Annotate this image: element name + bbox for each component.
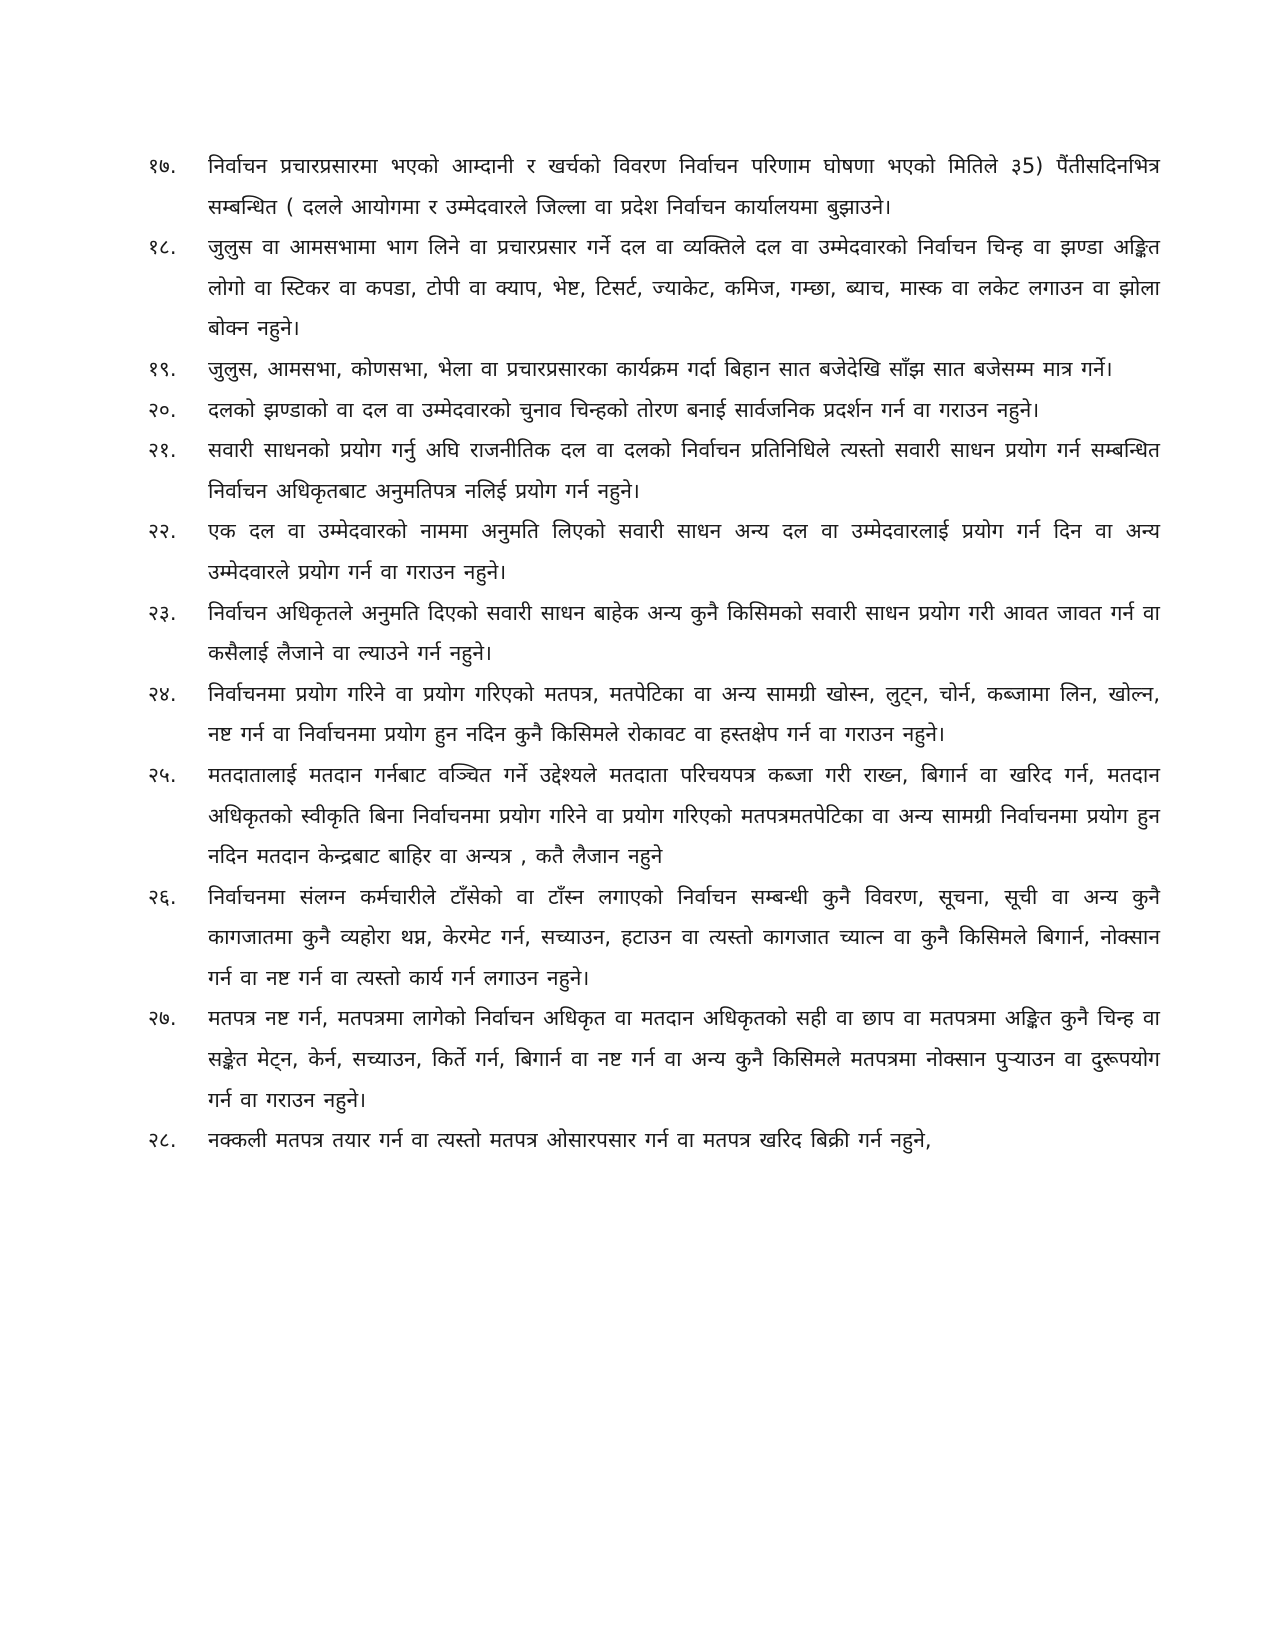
list-item xyxy=(148,877,1160,999)
code-of-conduct-list xyxy=(148,146,1160,1161)
list-item xyxy=(148,755,1160,877)
item-number: १८. xyxy=(148,235,177,260)
item-number: २३. xyxy=(148,600,177,625)
item-number: २१. xyxy=(148,438,177,463)
item-text: मतदातालाई मतदान गर्नबाट वञ्चित गर्ने उद्देश्यले मतदाता परिचयपत्र कब्जा गरी राख्न, बिगार्न वा खरिद गर्न, मतदान अधिकृतको स्वीकृति बिना निर्वाचनमा प्रयोग गरिने वा प्रयोग गरिएको मतपत्रमतपेटिका वा अन्य सामग्री निर्वाचनमा प्रयोग हुन नदिन मतदान केन्द्रबाट बाहिर वा अन्यत्र , कतै लैजान नहुने xyxy=(208,762,1160,869)
list-item xyxy=(148,1120,1160,1161)
item-text: निर्वाचनमा प्रयोग गरिने वा प्रयोग गरिएको मतपत्र, मतपेटिका वा अन्य सामग्री खोस्न, लुट्न, चोर्न, कब्जामा लिन, खोल्न, नष्ट गर्न वा निर्वाचनमा प्रयोग हुन नदिन कुनै किसिमले रोकावट वा हस्तक्षेप गर्न वा गराउन नहुने। xyxy=(208,681,1160,747)
item-text: एक दल वा उम्मेदवारको नाममा अनुमति लिएको सवारी साधन अन्य दल वा उम्मेदवारलाई प्रयोग गर्न दिन वा अन्य उम्मेदवारले प्रयोग गर्न वा गराउन नहुने। xyxy=(208,519,1160,584)
list-item xyxy=(148,146,1160,227)
item-text: नक्कली मतपत्र तयार गर्न वा त्यस्तो मतपत्र ओसारपसार गर्न वा मतपत्र खरिद बिक्री गर्न नहुने, xyxy=(208,1128,932,1153)
item-number: १९. xyxy=(148,356,177,381)
list-item xyxy=(148,674,1160,755)
item-text: जुलुस वा आमसभामा भाग लिने वा प्रचारप्रसार गर्ने दल वा व्यक्तिले दल वा उम्मेदवारको निर्वाचन चिन्ह वा झण्डा अङ्कित लोगो वा स्टिकर वा कपडा, टोपी वा क्याप, भेष्ट, टिसर्ट, ज्याकेट, कमिज, गम्छा, ब्याच, मास्क वा लकेट लगाउन वा झोला बोक्न नहुने। xyxy=(208,235,1160,341)
list-item xyxy=(148,430,1160,511)
item-number: २५. xyxy=(148,762,177,787)
item-number: २८. xyxy=(148,1128,177,1153)
item-number: २४. xyxy=(148,681,177,706)
item-text: दलको झण्डाको वा दल वा उम्मेदवारको चुनाव चिन्हको तोरण बनाई सार्वजनिक प्रदर्शन गर्न वा गराउन नहुने। xyxy=(208,397,1040,422)
item-text: मतपत्र नष्ट गर्न, मतपत्रमा लागेको निर्वाचन अधिकृत वा मतदान अधिकृतको सही वा छाप वा मतपत्रमा अङ्कित कुनै चिन्ह वा सङ्केत मेट्न, केर्न, सच्याउन, किर्ते गर्न, बिगार्न वा नष्ट गर्न वा अन्य कुनै किसिमले मतपत्रमा नोक्सान पुर्‍याउन वा दुरूपयोग गर्न वा गराउन नहुने। xyxy=(208,1006,1160,1112)
item-number: २२. xyxy=(148,519,177,544)
item-text: निर्वाचन अधिकृतले अनुमति दिएको सवारी साधन बाहेक अन्य कुनै किसिमको सवारी साधन प्रयोग गरी आवत जावत गर्न वा कसैलाई लैजाने वा ल्याउने गर्न नहुने। xyxy=(208,600,1160,666)
list-item xyxy=(148,227,1160,349)
item-text: जुलुस, आमसभा, कोणसभा, भेला वा प्रचारप्रसारका कार्यक्रम गर्दा बिहान सात बजेदेखि साँझ सात बजेसम्म मात्र गर्ने। xyxy=(208,356,1113,381)
item-text: निर्वाचनमा संलग्न कर्मचारीले टाँसेको वा टाँस्न लगाएको निर्वाचन सम्बन्धी कुनै विवरण, सूचना, सूची वा अन्य कुनै कागजातमा कुनै व्यहोरा थप्न, केरमेट गर्न, सच्याउन, हटाउन वा त्यस्तो कागजात च्यात्न वा कुनै किसिमले बिगार्न, नोक्सान गर्न वा नष्ट गर्न वा त्यस्तो कार्य गर्न लगाउन नहुने। xyxy=(208,884,1160,990)
item-number: २६. xyxy=(148,884,177,909)
list-item xyxy=(148,511,1160,592)
item-number: २७. xyxy=(148,1006,177,1031)
list-item xyxy=(148,390,1160,431)
list-item xyxy=(148,998,1160,1120)
item-text: निर्वाचन प्रचारप्रसारमा भएको आम्दानी र खर्चको विवरण निर्वाचन परिणाम घोषणा भएको मितिले ३5) पैंतीसदिनभित्र सम्बन्धित ( दलले आयोगमा र उम्मेदवारले जिल्ला वा प्रदेश निर्वाचन कार्यालयमा बुझाउने। xyxy=(208,154,1160,219)
item-number: १७. xyxy=(148,154,177,178)
item-number: २०. xyxy=(148,397,177,422)
list-item xyxy=(148,349,1160,390)
list-item xyxy=(148,593,1160,674)
item-text: सवारी साधनको प्रयोग गर्नु अघि राजनीतिक दल वा दलको निर्वाचन प्रतिनिधिले त्यस्तो सवारी साधन प्रयोग गर्न सम्बन्धित निर्वाचन अधिकृतबाट अनुमतिपत्र नलिई प्रयोग गर्न नहुने। xyxy=(208,438,1160,503)
